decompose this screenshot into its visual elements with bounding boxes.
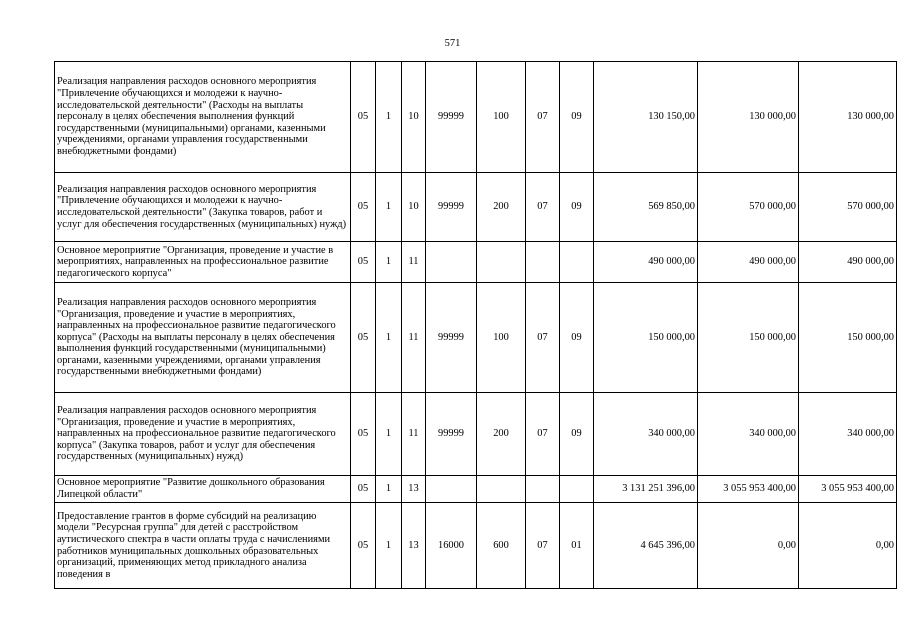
code-cell: 13 xyxy=(402,503,426,589)
code-cell: 100 xyxy=(477,62,526,173)
code-cell xyxy=(426,476,477,503)
row-description: Основное мероприятие "Организация, проведение и участие в мероприятиях, направленных на профессиональное развитие педагогического корпуса" xyxy=(55,242,351,283)
code-cell: 99999 xyxy=(426,173,477,242)
budget-table xyxy=(54,61,897,589)
amount-cell: 569 850,00 xyxy=(594,173,698,242)
code-cell xyxy=(526,242,560,283)
code-cell: 1 xyxy=(376,393,402,476)
code-cell: 11 xyxy=(402,242,426,283)
table-row xyxy=(55,503,897,589)
code-cell xyxy=(560,476,594,503)
table-row xyxy=(55,173,897,242)
amount-cell: 130 000,00 xyxy=(698,62,799,173)
row-description: Основное мероприятие "Развитие дошкольного образования Липецкой области" xyxy=(55,476,351,503)
amount-cell: 490 000,00 xyxy=(698,242,799,283)
code-cell: 1 xyxy=(376,173,402,242)
amount-cell: 150 000,00 xyxy=(698,283,799,393)
code-cell: 05 xyxy=(351,173,376,242)
code-cell: 99999 xyxy=(426,393,477,476)
code-cell: 05 xyxy=(351,393,376,476)
code-cell: 13 xyxy=(402,476,426,503)
row-description: Реализация направления расходов основного мероприятия "Организация, проведение и участие в мероприятиях, направленных на профессиональное развитие педагогического корпуса" (Расходы на выплаты персоналу в целях обеспечения выполнения функций государственными (муниципальными) органами, казенными учреждениями, органами управления государственными внебюджетными фондами) xyxy=(55,283,351,393)
amount-cell: 340 000,00 xyxy=(799,393,897,476)
table-row xyxy=(55,393,897,476)
amount-cell: 490 000,00 xyxy=(799,242,897,283)
code-cell: 100 xyxy=(477,283,526,393)
amount-cell: 340 000,00 xyxy=(594,393,698,476)
code-cell: 01 xyxy=(560,503,594,589)
amount-cell: 490 000,00 xyxy=(594,242,698,283)
code-cell: 1 xyxy=(376,283,402,393)
amount-cell: 340 000,00 xyxy=(698,393,799,476)
code-cell xyxy=(526,476,560,503)
code-cell: 99999 xyxy=(426,283,477,393)
code-cell xyxy=(477,242,526,283)
amount-cell: 570 000,00 xyxy=(799,173,897,242)
code-cell: 600 xyxy=(477,503,526,589)
code-cell: 05 xyxy=(351,283,376,393)
table-row xyxy=(55,242,897,283)
code-cell: 200 xyxy=(477,173,526,242)
code-cell: 200 xyxy=(477,393,526,476)
code-cell: 1 xyxy=(376,62,402,173)
code-cell: 1 xyxy=(376,476,402,503)
table-row xyxy=(55,283,897,393)
code-cell: 10 xyxy=(402,62,426,173)
amount-cell: 3 055 953 400,00 xyxy=(799,476,897,503)
amount-cell: 3 055 953 400,00 xyxy=(698,476,799,503)
code-cell: 05 xyxy=(351,503,376,589)
page-number: 571 xyxy=(444,38,461,49)
amount-cell: 130 000,00 xyxy=(799,62,897,173)
code-cell xyxy=(477,476,526,503)
code-cell: 07 xyxy=(526,283,560,393)
code-cell: 05 xyxy=(351,62,376,173)
code-cell: 07 xyxy=(526,503,560,589)
code-cell xyxy=(426,242,477,283)
amount-cell: 0,00 xyxy=(698,503,799,589)
amount-cell: 0,00 xyxy=(799,503,897,589)
code-cell: 09 xyxy=(560,173,594,242)
row-description: Реализация направления расходов основного мероприятия "Организация, проведение и участие в мероприятиях, направленных на профессиональное развитие педагогического корпуса" (Закупка товаров, работ и услуг для обеспечения государственных (муниципальных) нужд) xyxy=(55,393,351,476)
amount-cell: 570 000,00 xyxy=(698,173,799,242)
code-cell: 09 xyxy=(560,393,594,476)
code-cell: 16000 xyxy=(426,503,477,589)
code-cell: 09 xyxy=(560,62,594,173)
amount-cell: 150 000,00 xyxy=(799,283,897,393)
code-cell: 09 xyxy=(560,283,594,393)
amount-cell: 4 645 396,00 xyxy=(594,503,698,589)
table-row xyxy=(55,62,897,173)
table-row xyxy=(55,476,897,503)
code-cell: 11 xyxy=(402,393,426,476)
code-cell: 99999 xyxy=(426,62,477,173)
code-cell: 1 xyxy=(376,242,402,283)
code-cell: 05 xyxy=(351,242,376,283)
code-cell: 11 xyxy=(402,283,426,393)
amount-cell: 130 150,00 xyxy=(594,62,698,173)
code-cell xyxy=(560,242,594,283)
row-description: Реализация направления расходов основного мероприятия "Привлечение обучающихся и молодежи к научно-исследовательской деятельности" (Закупка товаров, работ и услуг для обеспечения государственных (муниципальных) нужд) xyxy=(55,173,351,242)
code-cell: 10 xyxy=(402,173,426,242)
amount-cell: 3 131 251 396,00 xyxy=(594,476,698,503)
code-cell: 05 xyxy=(351,476,376,503)
code-cell: 07 xyxy=(526,393,560,476)
code-cell: 07 xyxy=(526,62,560,173)
code-cell: 1 xyxy=(376,503,402,589)
row-description: Предоставление грантов в форме субсидий на реализацию модели "Ресурсная группа" для детей с расстройством аутистического спектра в части оплаты труда с начислениями работников муниципальных дошкольных образовательных организаций, применяющих метод прикладного анализа поведения в xyxy=(55,503,351,589)
row-description: Реализация направления расходов основного мероприятия "Привлечение обучающихся и молодежи к научно-исследовательской деятельности" (Расходы на выплаты персоналу в целях обеспечения выполнения функций государственными (муниципальными) органами, казенными учреждениями, органами управления государственными внебюджетными фондами) xyxy=(55,62,351,173)
amount-cell: 150 000,00 xyxy=(594,283,698,393)
code-cell: 07 xyxy=(526,173,560,242)
